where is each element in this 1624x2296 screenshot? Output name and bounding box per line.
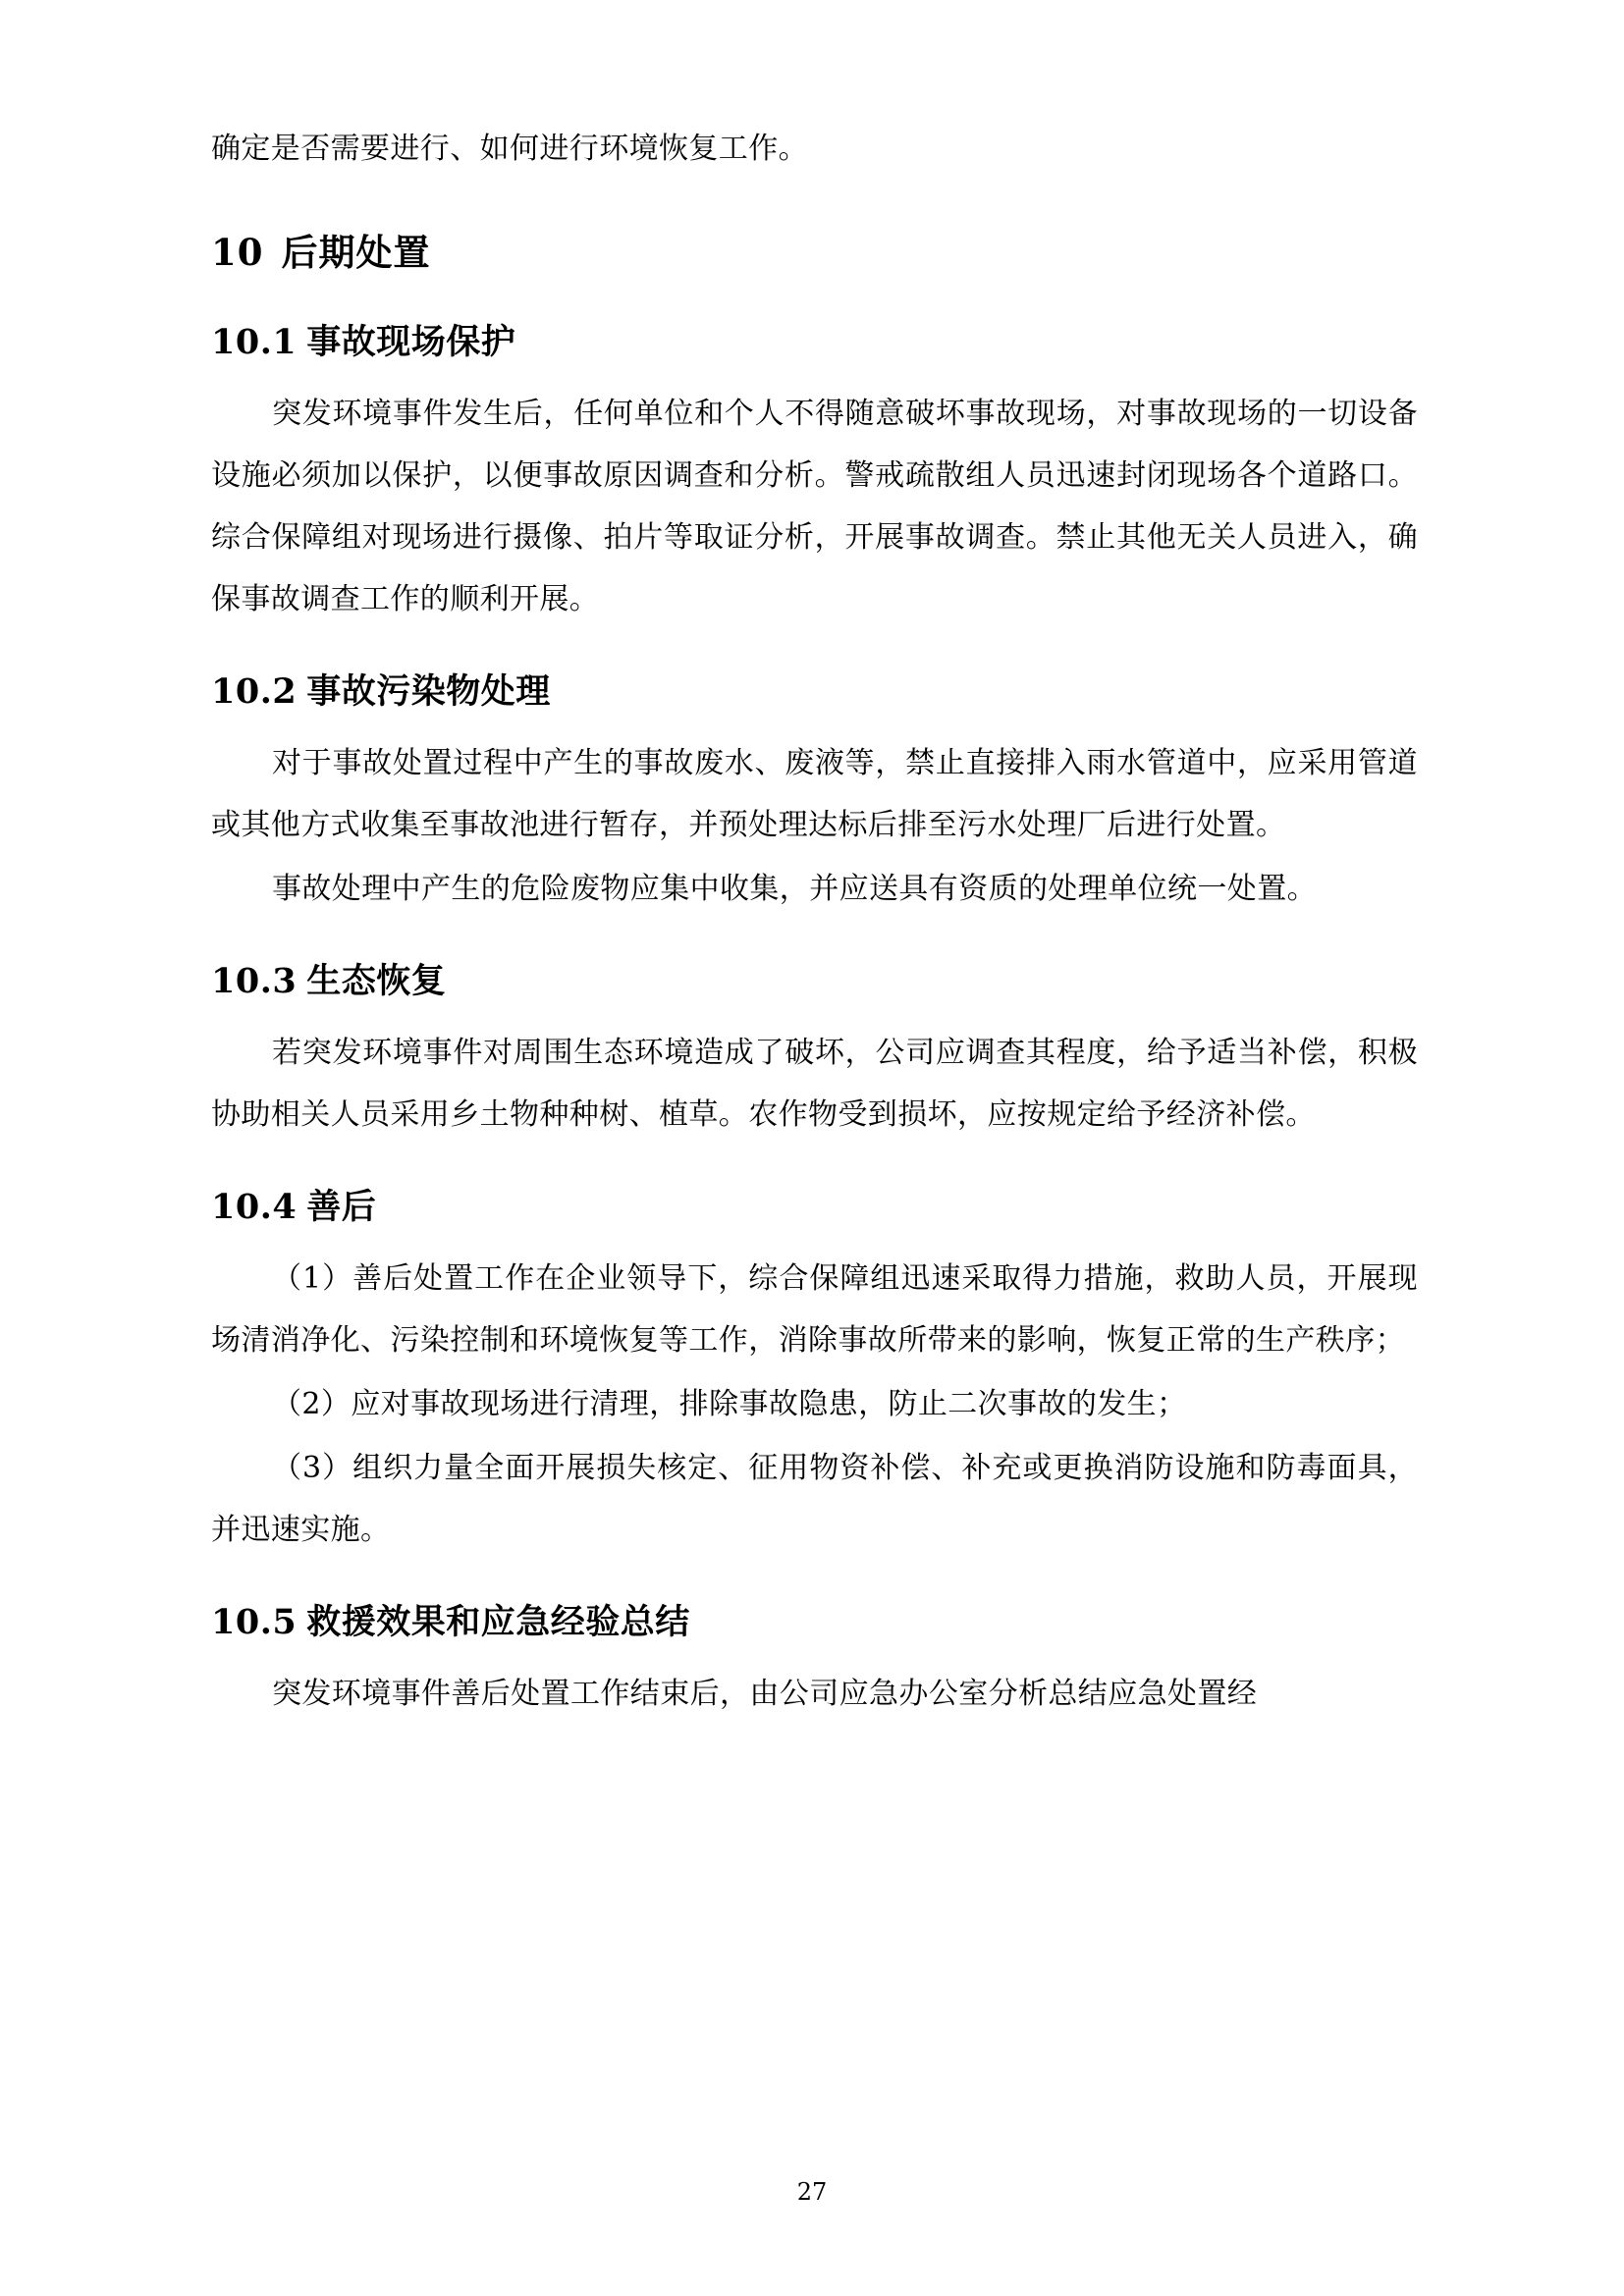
paragraph: 对于事故处置过程中产生的事故废水、废液等，禁止直接排入雨水管道中，应采用管道或其他方式收集至事故池进行暂存，并预处理达标后排至污水处理厂后进行处置。	[211, 746, 1418, 842]
section-number: 10.3	[211, 961, 298, 1001]
section-heading-10-1	[211, 316, 1418, 369]
section-number: 10	[211, 231, 264, 274]
paragraph: （3）组织力量全面开展损失核定、征用物资补偿、补充或更换消防设施和防毒面具，并迅速实施。	[211, 1451, 1418, 1547]
paragraph: 突发环境事件发生后，任何单位和个人不得随意破坏事故现场，对事故现场的一切设备设施必须加以保护，以便事故原因调查和分析。警戒疏散组人员迅速封闭现场各个道路口。综合保障组对现场进行摄像、拍片等取证分析，开展事故调查。禁止其他无关人员进入，确保事故调查工作的顺利开展。	[211, 397, 1418, 616]
paragraph: （1）善后处置工作在企业领导下，综合保障组迅速采取得力措施，救助人员，开展现场清消净化、污染控制和环境恢复等工作，消除事故所带来的影响，恢复正常的生产秩序；	[211, 1261, 1418, 1358]
section-heading-10-4	[211, 1181, 1418, 1234]
paragraph: 事故处理中产生的危险废物应集中收集，并应送具有资质的处理单位统一处置。	[272, 872, 1317, 906]
paragraph: 确定是否需要进行、如何进行环境恢复工作。	[211, 132, 808, 166]
section-heading-10-2	[211, 666, 1418, 719]
section-number: 10.4	[211, 1187, 298, 1227]
section-number: 10.5	[211, 1602, 298, 1642]
page-content	[211, 118, 1418, 1725]
section-title: 后期处置	[281, 232, 431, 274]
section-title: 事故现场保护	[306, 323, 516, 362]
section-title: 事故污染物处理	[306, 672, 551, 712]
paragraph: （2）应对事故现场进行清理，排除事故隐患，防止二次事故的发生；	[272, 1387, 1187, 1421]
paragraph: 突发环境事件善后处置工作结束后，由公司应急办公室分析总结应急处置经	[272, 1677, 1258, 1711]
section-heading-10-3	[211, 955, 1418, 1008]
page-number: 27	[796, 2178, 828, 2206]
section-title: 善后	[306, 1188, 377, 1227]
section-title: 救援效果和应急经验总结	[306, 1603, 690, 1642]
section-number: 10.1	[211, 322, 298, 362]
section-heading-10	[211, 225, 1418, 281]
section-title: 生态恢复	[306, 962, 447, 1001]
paragraph: 若突发环境事件对周围生态环境造成了破坏，公司应调查其程度，给予适当补偿，积极协助相关人员采用乡土物种种树、植草。农作物受到损坏，应按规定给予经济补偿。	[211, 1036, 1418, 1132]
section-heading-10-5	[211, 1596, 1418, 1649]
section-number: 10.2	[211, 671, 298, 712]
